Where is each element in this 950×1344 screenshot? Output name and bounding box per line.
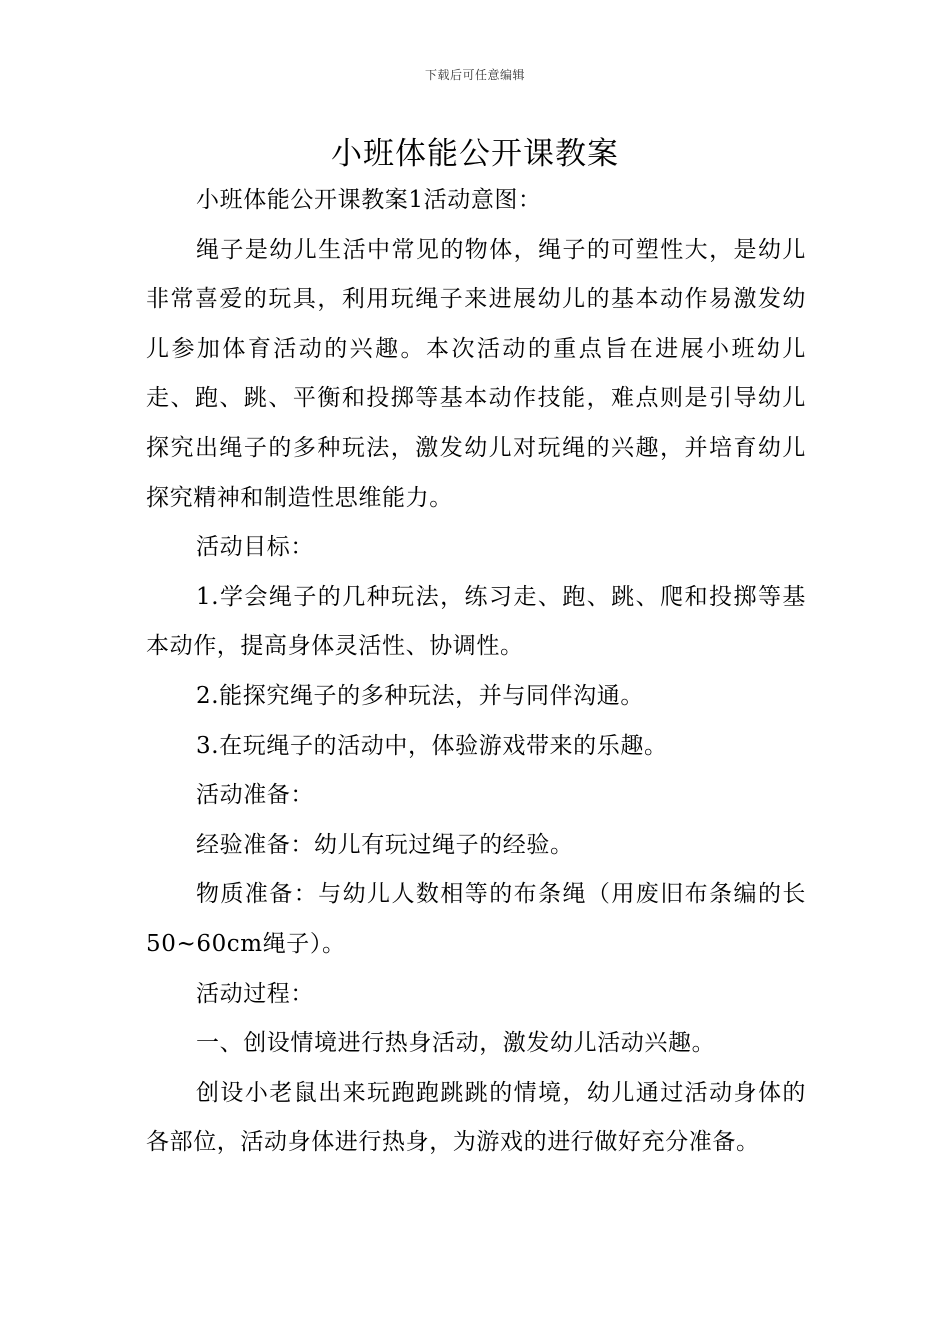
paragraph-step-1-detail: 创设小老鼠出来玩跑跑跳跳的情境，幼儿通过活动身体的各部位，活动身体进行热身，为游戏的进行做好充分准备。 [146,1079,806,1156]
paragraph-goals-heading: 活动目标： [196,534,314,561]
paragraph-intro-heading: 小班体能公开课教案1活动意图： [196,187,542,213]
document-title: 小班体能公开课教案 [331,136,619,172]
paragraph-goal-1: 1.学会绳子的几种玩法，练习走、跑、跳、爬和投掷等基本动作，提高身体灵活性、协调性。 [146,583,806,660]
paragraph-goal-2: 2.能探究绳子的多种玩法，并与同伴沟通。 [196,682,644,709]
document-body [146,176,806,1168]
paragraph-material-preparation: 物质准备：与幼儿人数相等的布条绳（用废旧布条编的长50~60cm绳子）。 [146,881,806,957]
paragraph-process-heading: 活动过程： [196,980,314,1007]
paragraph-step-1: 一、创设情境进行热身活动，激发幼儿活动兴趣。 [196,1030,716,1057]
paragraph-activity-intent: 绳子是幼儿生活中常见的物体，绳子的可塑性大，是幼儿非常喜爱的玩具，利用玩绳子来进展幼儿的基本动作易激发幼儿参加体育活动的兴趣。本次活动的重点旨在进展小班幼儿走、跑、跳、平衡和投掷等基本动作技能，难点则是引导幼儿探究出绳子的多种玩法，激发幼儿对玩绳的兴趣，并培育幼儿探究精神和制造性思维能力。 [146,236,806,511]
header-note: 下载后可任意编辑 [424,68,525,82]
paragraph-preparation-heading: 活动准备： [196,782,314,809]
paragraph-experience-preparation: 经验准备：幼儿有玩过绳子的经验。 [196,831,574,858]
paragraph-goal-3: 3.在玩绳子的活动中，体验游戏带来的乐趣。 [196,732,668,759]
